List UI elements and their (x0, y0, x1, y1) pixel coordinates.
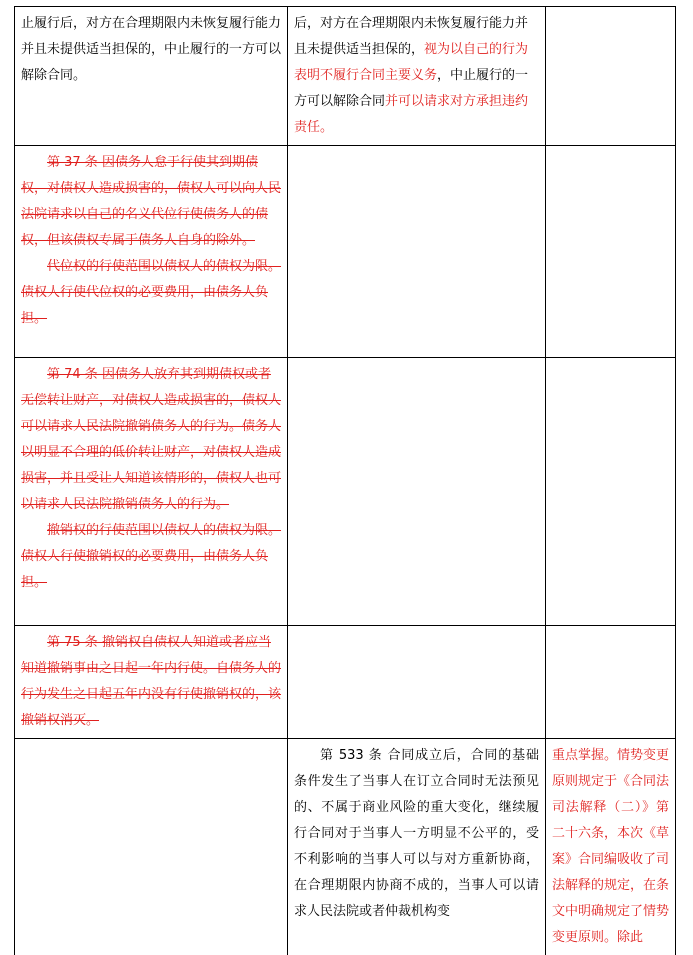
added-text: 并可以请求对方承担违约责任。 (294, 94, 528, 135)
note-text: 重点掌握。情势变更原则规定于《合同法司法解释（二）》第二十六条，本次《草案》合同编吸收了司法解释的规定，在条文中明确规定了情势变更原则。除此 (552, 743, 669, 951)
old-text-cell (15, 146, 288, 358)
table-row (15, 739, 676, 955)
unchanged-text: ，中止履行的一方可以解除合同 (294, 68, 528, 109)
note-cell (546, 626, 676, 739)
old-text-cell (15, 7, 288, 146)
unchanged-text: 后，对方在合理期限内未恢复履行能力并且未提供适当担保的， (294, 16, 528, 57)
note-cell (546, 358, 676, 626)
deleted-paragraph: 代位权的行使范围以债权人的债权为限。债权人行使代位权的必要费用，由债务人负担。 (21, 254, 281, 332)
table-row (15, 626, 676, 739)
old-text-paragraph: 止履行后，对方在合理期限内未恢复履行能力并且未提供适当担保的，中止履行的一方可以解除合同。 (21, 11, 281, 89)
table-row (15, 7, 676, 146)
new-text-cell (288, 146, 546, 358)
new-text-cell (288, 739, 546, 955)
new-article-533: 第 533 条 合同成立后，合同的基础条件发生了当事人在订立合同时无法预见的、不属于商业风险的重大变化，继续履行合同对于当事人一方明显不公平的，受不利影响的当事人可以与对方重新协商，在合理期限内协商不成的，当事人可以请求人民法院或者仲裁机构变 (294, 743, 539, 925)
deleted-article-37: 第 37 条 因债务人怠于行使其到期债权，对债权人造成损害的，债权人可以向人民法院请求以自己的名义代位行使债务人的债权，但该债权专属于债务人自身的除外。 (21, 150, 281, 254)
old-text-cell (15, 739, 288, 955)
deleted-article-75: 第 75 条 撤销权自债权人知道或者应当知道撤销事由之日起一年内行使。自债务人的行为发生之日起五年内没有行使撤销权的，该撤销权消灭。 (21, 630, 281, 734)
new-text-cell (288, 7, 546, 146)
table-row (15, 146, 676, 358)
old-text-cell (15, 626, 288, 739)
deleted-paragraph: 撤销权的行使范围以债权人的债权为限。债权人行使撤销权的必要费用，由债务人负担。 (21, 518, 281, 596)
note-cell (546, 739, 676, 955)
table-row (15, 358, 676, 626)
new-text-paragraph (294, 11, 539, 141)
comparison-table (14, 6, 676, 955)
added-text: 视为以自己的行为表明不履行合同主要义务 (294, 42, 528, 83)
note-cell (546, 7, 676, 146)
old-text-cell (15, 358, 288, 626)
new-text-cell (288, 358, 546, 626)
new-text-cell (288, 626, 546, 739)
note-cell (546, 146, 676, 358)
deleted-article-74: 第 74 条 因债务人放弃其到期债权或者无偿转让财产，对债权人造成损害的，债权人可以请求人民法院撤销债务人的行为。债务人以明显不合理的低价转让财产，对债权人造成损害，并且受让人知道该情形的，债权人也可以请求人民法院撤销债务人的行为。 (21, 362, 281, 518)
